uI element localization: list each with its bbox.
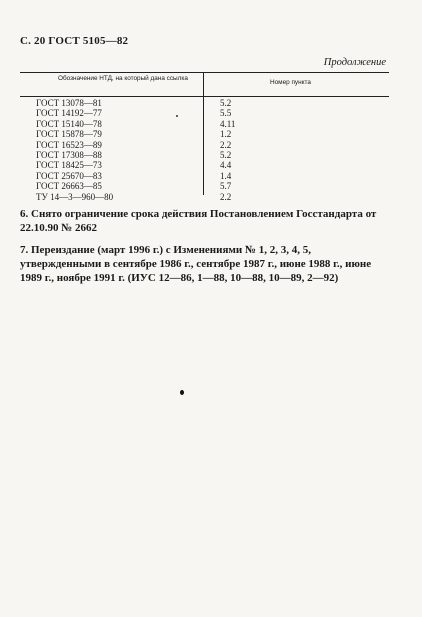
reference-table-body xyxy=(0,98,422,202)
column-header-reference: Обозначение НТД, на который дана ссылка xyxy=(58,75,188,82)
clause-cell: 5.5 xyxy=(220,108,232,119)
paragraph-7: 7. Переиздание (март 1996 г.) с Изменениями № 1, 2, 3, 4, 5, утвержденными в сентябре 1986 г., сентябре 1987 г., июне 1988 г., июне 1989 г., ноябре 1991 г. (ИУС 12—86, 1—88, 10—88, 10—89, 2—92) xyxy=(20,244,372,284)
page-header: С. 20 ГОСТ 5105—82 xyxy=(20,35,129,47)
table-row xyxy=(0,192,422,202)
table-row xyxy=(0,140,422,150)
clause-cell: 5.2 xyxy=(220,98,232,108)
clause-cell: 4.11 xyxy=(220,118,236,129)
clause-cell: 1.2 xyxy=(220,129,232,140)
paragraph-6: 6. Снято ограничение срока действия Постановлением Госстандарта от 22.10.90 № 2662 xyxy=(20,208,377,234)
table-top-rule xyxy=(20,72,389,73)
clause-cell: 4.4 xyxy=(220,160,232,171)
reference-cell: ГОСТ 15878—79 xyxy=(36,129,102,140)
reference-cell: ГОСТ 25670—83 xyxy=(36,170,102,181)
continuation-label: Продолжение xyxy=(323,57,386,68)
reference-cell: ГОСТ 13078—81 xyxy=(36,98,102,108)
table-header-rule xyxy=(20,96,389,97)
scan-speck xyxy=(176,115,178,117)
reference-cell: ГОСТ 14192—77 xyxy=(36,108,102,119)
table-row xyxy=(0,119,422,129)
reference-cell: ТУ 14—3—960—80 xyxy=(36,191,114,202)
reference-cell: ГОСТ 26663—85 xyxy=(36,181,102,192)
clause-cell: 5.7 xyxy=(220,181,232,192)
reference-cell: ГОСТ 15140—78 xyxy=(36,118,102,129)
scan-blot xyxy=(180,390,184,395)
table-row xyxy=(0,181,422,191)
clause-cell: 2.2 xyxy=(220,191,232,202)
table-row xyxy=(0,129,422,139)
table-row xyxy=(0,98,422,108)
reference-cell: ГОСТ 17308—88 xyxy=(36,149,102,160)
table-row xyxy=(0,160,422,170)
clause-cell: 2.2 xyxy=(220,139,232,150)
reference-cell: ГОСТ 16523—89 xyxy=(36,139,102,150)
table-row xyxy=(0,150,422,160)
clause-cell: 1.4 xyxy=(220,170,232,181)
column-header-clause: Номер пункта xyxy=(270,79,311,86)
table-row xyxy=(0,108,422,118)
clause-cell: 5.2 xyxy=(220,149,232,160)
table-row xyxy=(0,171,422,181)
reference-cell: ГОСТ 18425—73 xyxy=(36,160,102,171)
